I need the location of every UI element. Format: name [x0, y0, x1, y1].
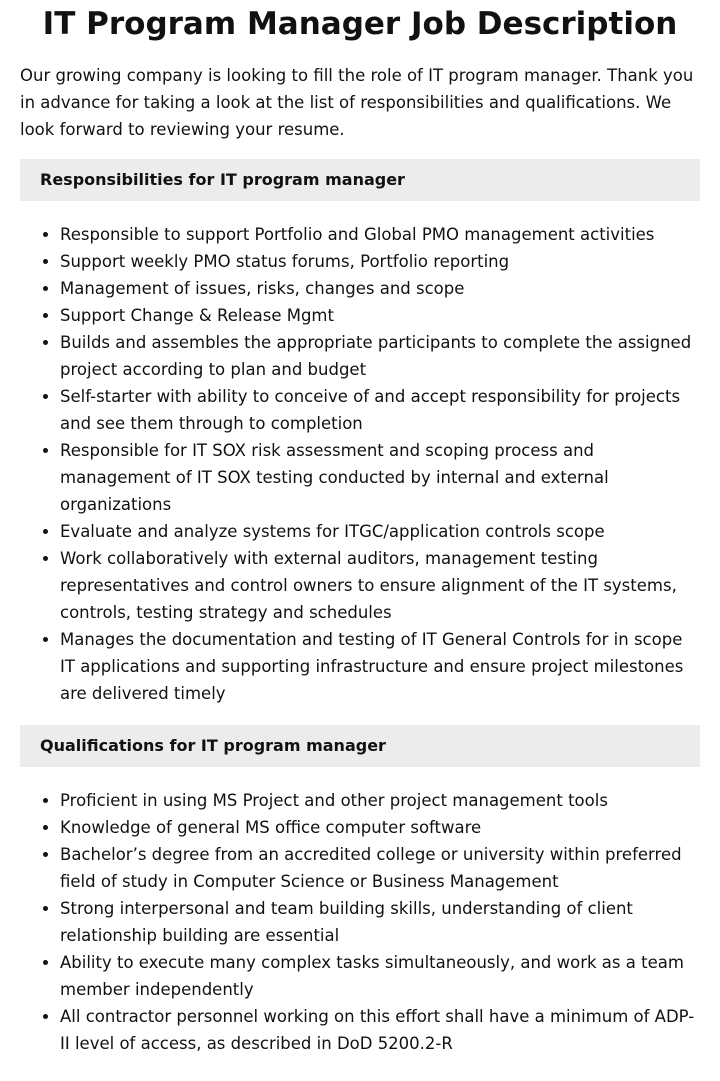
list-item: • Work collaboratively with external auditors, management testing representatives and control owners to ensure alignment of the IT systems, controls, testing strategy and schedules	[60, 545, 700, 626]
qualifications-list	[20, 787, 700, 1057]
list-item: • All contractor personnel working on this effort shall have a minimum of ADP-II level of access, as described in DoD 5200.2-R	[60, 1003, 700, 1057]
list-item: • Support Change & Release Mgmt	[60, 302, 700, 329]
list-item: • Strong interpersonal and team building skills, understanding of client relationship building are essential	[60, 895, 700, 949]
list-item: • Responsible to support Portfolio and Global PMO management activities	[60, 221, 700, 248]
list-item: • Support weekly PMO status forums, Portfolio reporting	[60, 248, 700, 275]
list-item: • Proficient in using MS Project and other project management tools	[60, 787, 700, 814]
list-item: • Management of issues, risks, changes and scope	[60, 275, 700, 302]
list-item: • Manages the documentation and testing of IT General Controls for in scope IT applications and supporting infrastructure and ensure project milestones are delivered timely	[60, 626, 700, 707]
list-item: • Responsible for IT SOX risk assessment and scoping process and management of IT SOX testing conducted by internal and external organizations	[60, 437, 700, 518]
list-item: • Knowledge of general MS office computer software	[60, 814, 700, 841]
responsibilities-heading: Responsibilities for IT program manager	[20, 159, 700, 201]
list-item: • Ability to execute many complex tasks simultaneously, and work as a team member independently	[60, 949, 700, 1003]
list-item: • Evaluate and analyze systems for ITGC/application controls scope	[60, 518, 700, 545]
list-item: • Self-starter with ability to conceive of and accept responsibility for projects and see them through to completion	[60, 383, 700, 437]
list-item: • Bachelor’s degree from an accredited college or university within preferred field of study in Computer Science or Business Management	[60, 841, 700, 895]
list-item: • Builds and assembles the appropriate participants to complete the assigned project according to plan and budget	[60, 329, 700, 383]
page-title: IT Program Manager Job Description	[42, 6, 678, 42]
qualifications-heading: Qualifications for IT program manager	[20, 725, 700, 767]
responsibilities-list	[20, 221, 700, 707]
intro-text: Our growing company is looking to fill the role of IT program manager. Thank you in advance for taking a look at the list of responsibilities and qualifications. We look forward to reviewing your resume.	[20, 66, 694, 139]
